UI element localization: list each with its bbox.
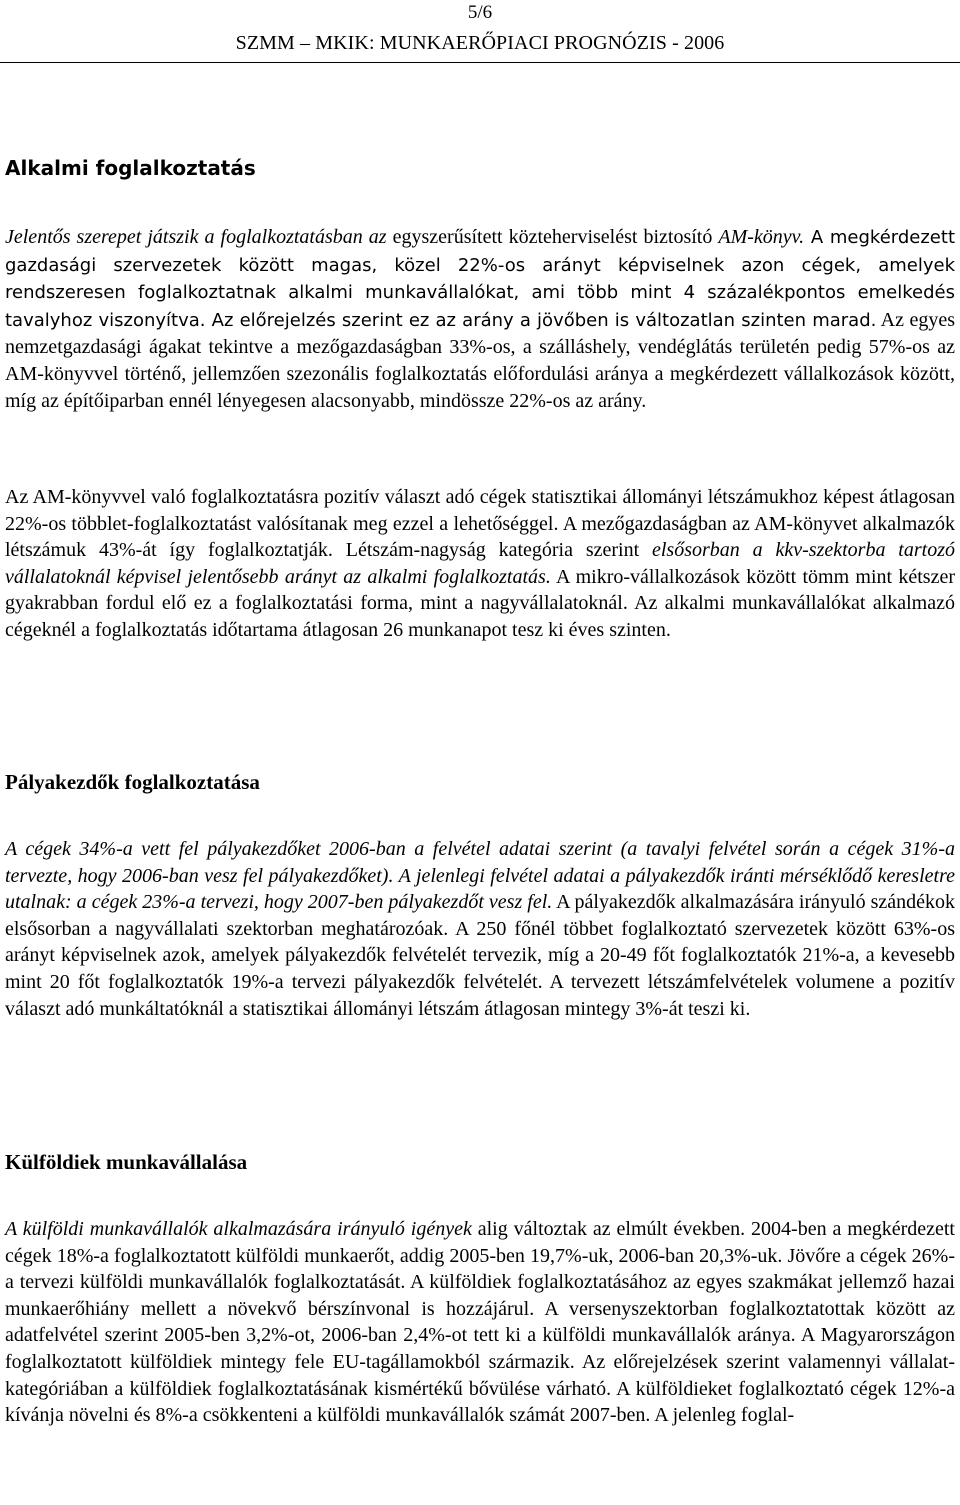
page-number: 5/6 xyxy=(467,2,493,23)
text-span: Az AM-könyvvel való foglalkoztatásra pozitív választ adó cégek statisztikai állományi létszámukhoz képest átlagosan 22%-os többlet-foglalkoztatást valósítanak meg ezzel a lehetőséggel. A mezőgazdaságban az AM-könyvet alkalmazók létszámuk 43%-át így foglalkoztatják. Létszám-nagyság kategória szerint xyxy=(5,486,955,562)
italic-lead: A cégek 34%-a vett fel pályakezdőket 2006-ban a felvétel adatai szerint (a tavalyi felvétel során a cégek 31%-a tervezte, hogy 2006-ban vesz fel pályakezdőket). A jelenlegi felvétel adatai a pályakezdők iránti mérséklődő keresletre utalnak: a cégek 23%-a tervezi, hogy 2007-ben pályakezdőt vesz fel. xyxy=(5,838,955,914)
italic-lead: A külföldi munkavállalók alkalmazására irányuló igények xyxy=(5,1218,472,1240)
paragraph-alkalmi-1 xyxy=(5,224,955,414)
italic-span: AM-könyv. xyxy=(718,226,805,248)
paragraph-alkalmi-2 xyxy=(5,484,955,644)
text-span: alig változtak az elmúlt években. 2004-ben a megkérdezett cégek 18%-a foglalkoztatott külföldi munkaerőt, addig 2005-ben 19,7%-uk, 2006-ban 20,3%-uk. Jövőre a cégek 26%-a tervezi külföldi munkavállalók foglalkoztatását. A külföldiek foglalkoztatásához az egyes szakmákat jellemző hazai munkaerőhiány mellett a növekvő bérszínvonal is hozzájárul. A versenyszektorban foglalkoztatottak között az adatfelvétel szerint 2005-ben 3,2%-ot, 2006-ban 2,4%-ot tett ki a külföldi munkavállalók aránya. A Magyarországon foglalkoztatott külföldiek mintegy fele EU-tagállamokból származik. Az előrejelzések szerint valamennyi vállalat-kategóriában a külföldiek foglalkoztatásának kismértékű bővülése várható. A külföldieket foglalkoztató cégek 12%-a kívánja növelni és 8%-a csökkenteni a külföldi munkavállalók számát 2007-ben. A jelenleg foglal- xyxy=(5,1218,955,1427)
running-header: SZMM – MKIK: MUNKAERŐPIACI PROGNÓZIS - 2006 xyxy=(235,32,725,54)
text-span-sans: A megkérdezett gazdasági szervezetek között magas, közel 22%-os arányt képviselnek azon cégek, amelyek rendszeresen foglalkoztatnak alkalmi munkavállalókat, ami több mint 4 százalékpontos emelkedés tavalyhoz viszonyítva. Az előrejelzés szerint ez az arány a jövőben is változatlan szinten marad. xyxy=(5,227,956,331)
paragraph-kulfoldiek-1 xyxy=(5,1216,955,1429)
italic-lead: Jelentős szerepet játszik a foglalkoztatásban az xyxy=(5,226,387,248)
italic-span: elsősorban a kkv-szektorba tartozó vállalatoknál képvisel jelentősebb arányt az alkalmi foglalkoztatás. xyxy=(5,539,955,588)
header-divider xyxy=(0,62,960,63)
text-span: Az egyes nemzetgazdasági ágakat tekintve a mezőgazdaságban 33%-os, a szálláshely, vendéglátás területén pedig 57%-os az AM-könyvvel történő, jellemzően szezonális foglalkoztatás előfordulási aránya a megkérdezett vállalkozások között, míg az építőiparban ennél lényegesen alacsonyabb, mindössze 22%-os az arány. xyxy=(5,308,955,412)
section-heading-alkalmi: Alkalmi foglalkoztatás xyxy=(5,156,256,180)
section-heading-kulfoldiek: Külföldiek munkavállalása xyxy=(5,1150,248,1174)
text-span: A pályakezdők alkalmazására irányuló szándékok elsősorban a nagyvállalati szektorban meghatározóak. A 250 főnél többet foglalkoztató szervezetek között 63%-os arányt képviselnek azok, amelyek pályakezdők felvételét tervezik, míg a 20-49 főt foglalkoztatók 21%-a, a kevesebb mint 20 főt foglalkoztatók 19%-a tervezi pályakezdők felvételét. A tervezett létszámfelvételek volumene a pozitív választ adó munkáltatóknál a statisztikai állományi létszám átlagosan mintegy 3%-át teszi ki. xyxy=(5,891,955,1020)
section-heading-palyakezdok: Pályakezdők foglalkoztatása xyxy=(5,770,260,794)
paragraph-palyakezdok-1 xyxy=(5,836,955,1022)
text-span: A mikro-vállalkozások között tömm mint kétszer gyakrabban fordul elő ez a foglalkoztatási forma, mint a nagyvállalatoknál. Az alkalmi munkavállalókat alkalmazó cégeknél a foglalkoztatás időtartama átlagosan 26 munkanapot tesz ki éves szinten. xyxy=(5,565,955,641)
text-span: egyszerűsített közteherviselést biztosító xyxy=(386,226,719,248)
